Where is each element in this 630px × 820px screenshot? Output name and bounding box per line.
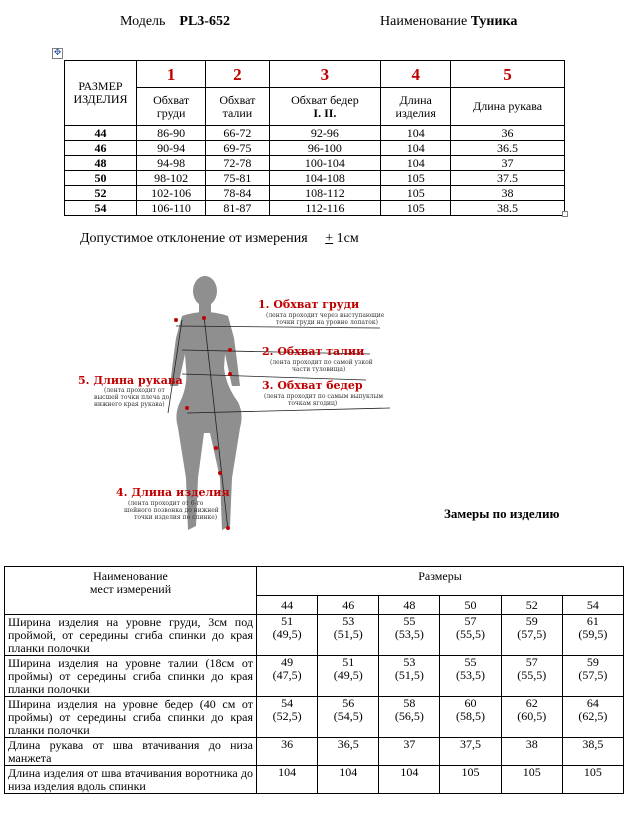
label-hips-note: точкам ягодиц) [288,400,338,407]
garment-measurements-title: Замеры по изделию [444,506,560,521]
measure-value-cell [440,697,501,738]
measure-value: 55 [403,614,416,628]
measure-value-cell [562,656,623,697]
measure-description: Ширина изделия на уровне талии (18см от проймы) от середины сгиба спинки до края планки полочки [5,656,257,697]
measure-value-alt: (49,5) [272,627,302,641]
measure-value: 54 [281,696,294,710]
size-measure-value: 98-102 [137,171,206,186]
measure-value-cell [257,766,318,794]
measure-place-header-line: мест измерений [89,582,172,596]
tolerance-value: 1см [336,231,359,246]
measure-value-alt: (49,5) [333,668,363,682]
measure-value-cell [440,766,501,794]
measure-value: 37 [403,737,416,751]
measure-value: 38,5 [582,737,604,751]
label-chest-title: 1. Обхват груди [258,298,360,311]
size-table-corner-header [65,61,137,126]
size-row [65,171,565,186]
label-length-note: (лента проходит от 6-го [128,500,204,507]
size-header-line-1: РАЗМЕР [78,79,123,93]
measure-value-alt: (51,5) [333,627,363,641]
measure-value: 36 [281,737,294,751]
size-measure-value: 90-94 [137,141,206,156]
size-measure-value: 36 [451,126,565,141]
measure-value-cell [501,738,562,766]
measure-number: 5 [451,61,565,88]
size-measure-value: 105 [381,201,451,216]
measure-value-alt: (59,5) [578,627,608,641]
measure-value-alt: (58,5) [456,709,486,723]
measure-row [5,615,624,656]
measure-value-cell [501,615,562,656]
product-name-value: Туника [470,14,518,29]
tolerance-note [80,231,359,247]
measure-value-alt: (52,5) [272,709,302,723]
size-value: 44 [65,126,137,141]
measure-value-cell [562,615,623,656]
measure-value-alt: (57,5) [517,627,547,641]
size-measure-value: 75-81 [206,171,269,186]
measure-value-cell [379,766,440,794]
measure-value-cell [318,738,379,766]
measure-value: 49 [281,655,294,669]
size-measure-value: 37.5 [451,171,565,186]
size-measure-value: 96-100 [269,141,381,156]
measure-value-cell [257,656,318,697]
measure-value-cell [379,656,440,697]
measure-value: 57 [525,655,538,669]
sizes-header: Размеры [257,567,624,596]
garment-measurements-table [4,566,624,794]
measure-value-alt: (55,5) [517,668,547,682]
measure-value-alt: (56,5) [394,709,424,723]
label-length-note: точки изделия по спинке) [134,514,218,521]
measure-value: 104 [278,765,297,779]
measure-table-header-row [5,567,624,596]
measure-row [5,697,624,738]
size-column-header: 46 [318,596,379,615]
measure-value-cell [257,615,318,656]
measure-label-line: I. II. [313,105,337,120]
measure-value: 64 [586,696,599,710]
measure-value: 55 [464,655,477,669]
measure-value-alt: (47,5) [272,668,302,682]
label-waist-note: (лента проходит по самой узкой [270,359,373,366]
size-table-label-row [65,88,565,126]
size-measure-value: 72-78 [206,156,269,171]
size-value: 48 [65,156,137,171]
measure-value: 60 [464,696,477,710]
size-measure-value: 104-108 [269,171,381,186]
measure-value: 105 [583,765,602,779]
label-hips-title: 3. Обхват бедер [262,379,363,392]
size-measure-value: 100-104 [269,156,381,171]
table-resize-handle[interactable] [562,211,568,217]
measure-description: Длина изделия от шва втачивания воротника до низа изделия вдоль спинки [5,766,257,794]
size-measure-value: 104 [381,141,451,156]
label-waist-title: 2. Обхват талии [262,345,365,358]
size-value: 50 [65,171,137,186]
measure-value: 51 [342,655,355,669]
size-measure-value: 81-87 [206,201,269,216]
measure-table-body [5,615,624,794]
measure-value-cell [379,615,440,656]
size-measure-value: 102-106 [137,186,206,201]
measure-label-line: груди [156,105,186,120]
measure-value: 56 [342,696,355,710]
measure-value: 53 [403,655,416,669]
measure-value-cell [257,738,318,766]
measure-value-cell [318,697,379,738]
label-hips-note: (лента проходит по самым выпуклым [264,393,384,400]
size-measure-value: 37 [451,156,565,171]
model-line [120,14,230,30]
measure-value-alt: (53,5) [394,627,424,641]
measure-value: 51 [281,614,294,628]
size-column-header: 48 [379,596,440,615]
measure-value-alt: (51,5) [394,668,424,682]
measure-value-alt: (55,5) [456,627,486,641]
label-sleeve-note: нижнего края рукава) [94,401,165,408]
measure-value-alt: (53,5) [456,668,486,682]
measure-label [451,88,565,126]
product-name-label: Наименование [380,14,468,29]
size-row [65,141,565,156]
size-measure-value: 86-90 [137,126,206,141]
size-value: 54 [65,201,137,216]
size-column-header: 44 [257,596,318,615]
measure-number: 3 [269,61,381,88]
measure-value: 104 [339,765,358,779]
measure-number: 2 [206,61,269,88]
size-column-header: 52 [501,596,562,615]
measurement-diagram [70,268,400,544]
size-value: 52 [65,186,137,201]
tolerance-text: Допустимое отклонение от измерения [80,231,308,246]
measure-value: 105 [522,765,541,779]
measure-value-cell [440,615,501,656]
size-row [65,126,565,141]
label-chest-note: (лента проходит через выступающие [266,312,385,319]
measure-label-line: талии [222,105,253,120]
size-table-number-row [65,61,565,88]
size-measure-value: 112-116 [269,201,381,216]
measure-value-alt: (54,5) [333,709,363,723]
measure-row [5,738,624,766]
size-value: 46 [65,141,137,156]
label-sleeve-note: высшей точки плеча до [94,394,170,401]
size-row [65,201,565,216]
measure-row [5,656,624,697]
measure-label [269,88,381,126]
measure-value-cell [501,766,562,794]
measure-value-cell [501,697,562,738]
measure-label-line: Обхват бедер [291,92,359,107]
measure-value: 53 [342,614,355,628]
measure-label [206,88,269,126]
measure-value-cell [440,738,501,766]
size-measure-value: 105 [381,171,451,186]
measure-value-alt: (62,5) [578,709,608,723]
measure-value-cell [379,697,440,738]
measure-value: 37,5 [460,737,482,751]
measure-row [5,766,624,794]
measure-label-line: Обхват [153,92,190,107]
size-measure-value: 36.5 [451,141,565,156]
measure-label [137,88,206,126]
measure-label-line: Обхват [219,92,256,107]
measure-value: 36,5 [337,737,359,751]
size-measure-value: 104 [381,126,451,141]
measure-value-alt: (57,5) [578,668,608,682]
size-chart-table [64,60,565,216]
model-value: PL3-652 [179,14,230,29]
size-measure-value: 66-72 [206,126,269,141]
size-row [65,186,565,201]
measure-value: 57 [464,614,477,628]
size-measure-value: 104 [381,156,451,171]
size-measure-value: 78-84 [206,186,269,201]
measure-number: 4 [381,61,451,88]
measure-value: 104 [400,765,419,779]
measure-value-cell [257,697,318,738]
label-sleeve-note: (лента проходит от [104,387,165,394]
model-label: Модель [120,14,166,29]
label-sleeve-title: 5. Длина рукава [78,374,183,387]
size-column-header: 54 [562,596,623,615]
size-header-line-2: ИЗДЕЛИЯ [73,92,128,106]
measure-number: 1 [137,61,206,88]
measure-value-cell [379,738,440,766]
measure-value: 105 [461,765,480,779]
size-measure-value: 105 [381,186,451,201]
measure-value: 58 [403,696,416,710]
size-measure-value: 38.5 [451,201,565,216]
size-column-header: 50 [440,596,501,615]
size-measure-value: 106-110 [137,201,206,216]
label-length-note: шейного позвонка до нижней [124,507,219,514]
measure-description: Ширина изделия на уровне бедер (40 см от проймы) от середины сгиба спинки до края планки полочки [5,697,257,738]
size-measure-value: 94-98 [137,156,206,171]
measure-value-cell [318,656,379,697]
label-waist-note: части туловища) [292,366,346,373]
measure-value: 62 [525,696,538,710]
measure-label-line: Длина [399,92,432,107]
measure-value-cell [562,697,623,738]
measure-value: 61 [586,614,599,628]
label-length-title: 4. Длина изделия [116,486,230,499]
measure-value-cell [440,656,501,697]
size-measure-value: 108-112 [269,186,381,201]
measure-label-line: изделия [395,105,436,120]
product-name-line [380,14,517,30]
table-move-handle-icon[interactable]: ✥ [53,48,62,58]
plus-minus-sign: + [325,231,334,246]
label-chest-note: точки груди на уровне лопаток) [276,319,378,326]
measure-value-cell [318,766,379,794]
measure-value: 38 [525,737,538,751]
size-row [65,156,565,171]
measure-place-header-line: Наименование [93,569,168,583]
size-table-body [65,126,565,216]
size-measure-value: 69-75 [206,141,269,156]
size-measure-value: 92-96 [269,126,381,141]
measure-description: Ширина изделия на уровне груди, 3см под проймой, от середины сгиба спинки до края планки полочки [5,615,257,656]
measure-place-header [5,567,257,615]
measure-description: Длина рукава от шва втачивания до низа манжета [5,738,257,766]
measure-value-cell [501,656,562,697]
measure-value-alt: (60,5) [517,709,547,723]
measure-value: 59 [525,614,538,628]
measure-value-cell [562,738,623,766]
measure-value: 59 [586,655,599,669]
measure-label-line: Длина рукава [473,99,543,113]
measure-value-cell [562,766,623,794]
measure-label [381,88,451,126]
measure-value-cell [318,615,379,656]
size-measure-value: 38 [451,186,565,201]
